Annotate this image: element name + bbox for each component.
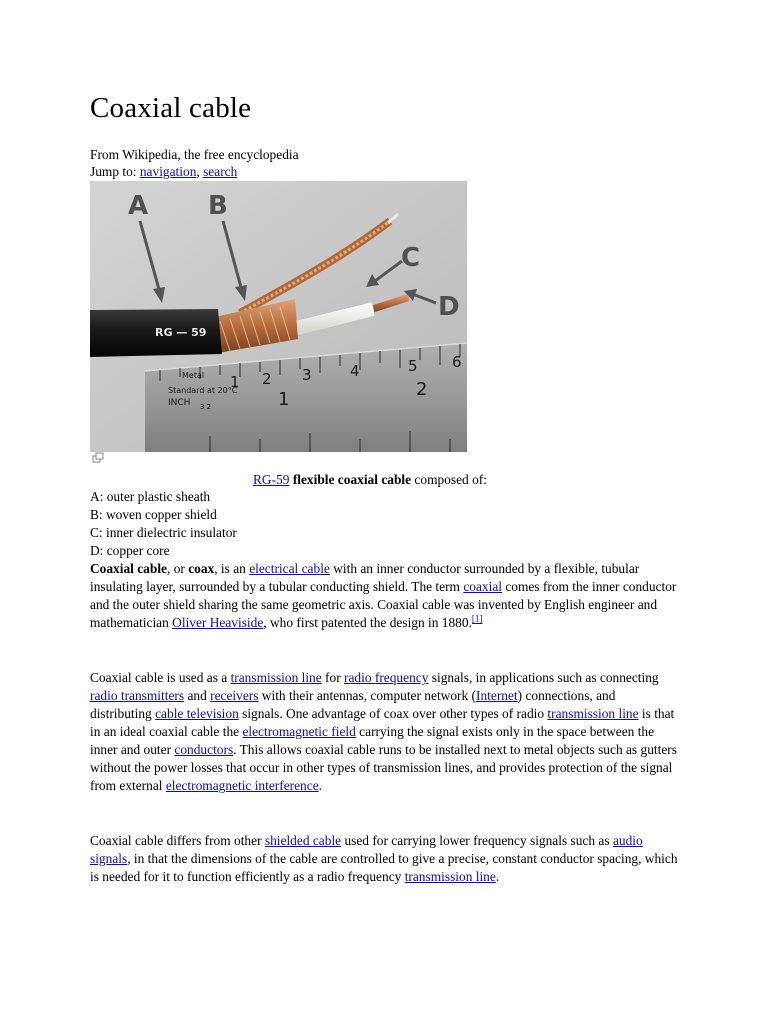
ruler-text: Standard at 20°C <box>168 386 238 395</box>
link-conductors[interactable]: conductors <box>174 742 234 757</box>
label-c: C <box>401 243 421 273</box>
link-internet[interactable]: Internet <box>476 688 518 703</box>
ruler-number: 1 <box>278 389 290 410</box>
page-title: Coaxial cable <box>90 92 252 124</box>
ruler-number: 4 <box>350 362 360 380</box>
link-electromagnetic-field[interactable]: electromagnetic field <box>242 724 356 739</box>
caption-list <box>90 488 237 560</box>
subtitle-block <box>90 146 299 180</box>
ruler-number: 2 <box>416 379 428 400</box>
link-radio-transmitters[interactable]: radio transmitters <box>90 688 185 703</box>
link-radio-frequency[interactable]: radio frequency <box>344 670 429 685</box>
ruler-text: Metal <box>182 371 205 380</box>
search-link[interactable]: search <box>203 164 238 179</box>
ruler-number: 1 <box>230 373 240 391</box>
jump-links: Jump to: navigation, search <box>90 164 238 179</box>
caption-heading: RG-59 flexible coaxial cable composed of: <box>253 472 487 487</box>
ruler-number: 5 <box>408 357 418 375</box>
reference-link[interactable]: [1] <box>471 613 483 624</box>
rg59-link[interactable]: RG-59 <box>253 472 290 487</box>
ruler-number: 2 <box>262 370 272 388</box>
paragraph-intro: Coaxial cable, or coax, is an electrical cable with an inner conductor surrounded by a flexible, tubular insulating layer, surrounded by a tubular conducting shield. The term coaxial comes from the inner conductor and the outer shield sharing the same geometric axis. Coaxial cable was invented by English engineer and mathematician Oliver Heaviside, who first patented the design in 1880.[1] <box>90 561 677 630</box>
link-transmission-line[interactable]: transmission line <box>404 869 496 884</box>
paragraph-uses: Coaxial cable is used as a transmission line for radio frequency signals, in applications such as connecting radio transmitters and receivers with their antennas, computer network (Internet) connections, and distributing cable television signals. One advantage of coax over other types of radio transmission line is that in an ideal coaxial cable the electromagnetic field carrying the signal exists only in the space between the inner and outer conductors. This allows coaxial cable runs to be installed next to metal objects such as gutters without the power losses that occur in other types of transmission lines, and provides protection of the signal from external electromagnetic interference. <box>90 670 677 793</box>
ruler-text: 3 2 <box>200 403 212 411</box>
navigation-link[interactable]: navigation <box>139 164 197 179</box>
ruler-number: 6 <box>452 353 462 371</box>
caption-item: B: woven copper shield <box>90 507 217 522</box>
link-electromagnetic-interference[interactable]: electromagnetic interference <box>165 778 319 793</box>
paragraph-differences: Coaxial cable differs from other shielded cable used for carrying lower frequency signals such as audio signals, in that the dimensions of the cable are controlled to give a precise, constant conductor spacing, which is needed for it to function efficiently as a radio frequency transmission line. <box>90 833 678 884</box>
ruler-text: INCH <box>168 398 191 408</box>
link-cable-television[interactable]: cable television <box>155 706 239 721</box>
link-audio-signals[interactable]: audio signals <box>90 833 643 866</box>
link-electrical-cable[interactable]: electrical cable <box>249 561 330 576</box>
label-d: D <box>438 292 460 322</box>
caption-item: A: outer plastic sheath <box>90 489 211 504</box>
caption-bold: flexible coaxial cable <box>292 472 412 487</box>
enlarge-icon[interactable] <box>92 452 104 464</box>
caption-item: D: copper core <box>90 543 170 558</box>
caption-item: C: inner dielectric insulator <box>90 525 237 540</box>
link-transmission-line[interactable]: transmission line <box>547 706 639 721</box>
link-coaxial[interactable]: coaxial <box>463 579 502 594</box>
cable-print: RG — 59 <box>155 326 207 339</box>
cable-photo[interactable] <box>90 181 467 452</box>
tagline: From Wikipedia, the free encyclopedia <box>90 147 299 162</box>
link-shielded-cable[interactable]: shielded cable <box>264 833 342 848</box>
ruler-number: 3 <box>302 366 312 384</box>
label-b: B <box>208 191 228 221</box>
label-a: A <box>128 191 149 221</box>
link-oliver-heaviside[interactable]: Oliver Heaviside <box>172 615 264 630</box>
link-transmission-line[interactable]: transmission line <box>230 670 322 685</box>
link-receivers[interactable]: receivers <box>210 688 259 703</box>
